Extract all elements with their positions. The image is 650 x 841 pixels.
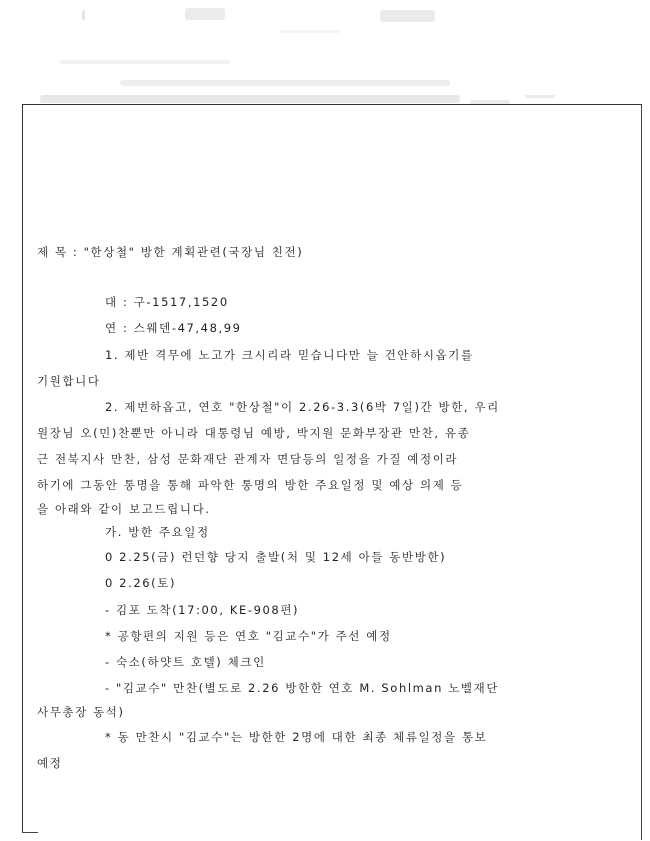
scan-artifact <box>380 10 435 22</box>
scan-artifact <box>82 10 85 20</box>
scan-artifact <box>280 30 340 33</box>
paragraph-2-line-4: 하기에 그동안 통명을 통해 파악한 통명의 방한 주요일정 및 예상 의제 등 <box>37 478 464 492</box>
schedule-date-2: 0 2.26(토) <box>105 576 177 590</box>
schedule-item-2: * 공항편의 지원 등은 연호 "김교수"가 주선 예정 <box>105 629 392 643</box>
scan-artifact <box>185 8 225 20</box>
paragraph-2-line-5: 을 아래와 같이 보고드립니다. <box>37 502 211 516</box>
schedule-item-4-line-1: - "김교수" 만찬(별도로 2.26 방한한 연호 M. Sohlman 노벨재단 <box>105 681 500 695</box>
schedule-item-4-line-2: 사무총장 동석) <box>37 705 125 719</box>
schedule-item-5-line-2: 예정 <box>37 756 63 770</box>
paragraph-2-line-3: 근 전북지사 만찬, 삼성 문화재단 관계자 면담등의 일정을 가질 예정이라 <box>37 452 459 466</box>
paragraph-2-line-1: 2. 제번하옵고, 연호 "한상철"이 2.26-3.3(6박 7일)간 방한, 우리 <box>105 400 500 414</box>
schedule-date-1: 0 2.25(금) 런던향 당지 출발(처 및 12세 아들 동반방한) <box>105 550 447 564</box>
schedule-item-1: - 김포 도착(17:00, KE-908편) <box>105 603 300 617</box>
scan-artifact <box>60 60 230 64</box>
section-heading-ga: 가. 방한 주요일정 <box>105 525 210 539</box>
scan-artifact <box>40 95 460 103</box>
scan-artifact <box>120 80 450 86</box>
paragraph-2-line-2: 원장님 오(민)찬뿐만 아니라 대통령님 예방, 박지원 문화부장관 만찬, 유종 <box>37 426 471 440</box>
scan-artifact <box>525 95 555 98</box>
subject-line: 제 목 : "한상철" 방한 계획관련(국장님 친전) <box>37 245 304 259</box>
paragraph-1-line-2: 기원합니다 <box>37 374 101 388</box>
document-frame-bottom <box>22 832 38 833</box>
document-frame-left <box>22 104 23 832</box>
paragraph-1-line-1: 1. 제반 격무에 노고가 크시리라 믿습니다만 늘 건안하시옵기를 <box>105 348 474 362</box>
schedule-item-3: - 숙소(하얏트 호텔) 체크인 <box>105 655 266 669</box>
schedule-item-5-line-1: * 동 만찬시 "김교수"는 방한한 2명에 대한 최종 체류일정을 통보 <box>105 730 488 744</box>
reference-yeon: 연 : 스웨덴-47,48,99 <box>105 321 242 335</box>
document-frame-top <box>22 104 642 105</box>
reference-dae: 대 : 구-1517,1520 <box>105 295 229 309</box>
document-frame-right <box>641 104 642 840</box>
